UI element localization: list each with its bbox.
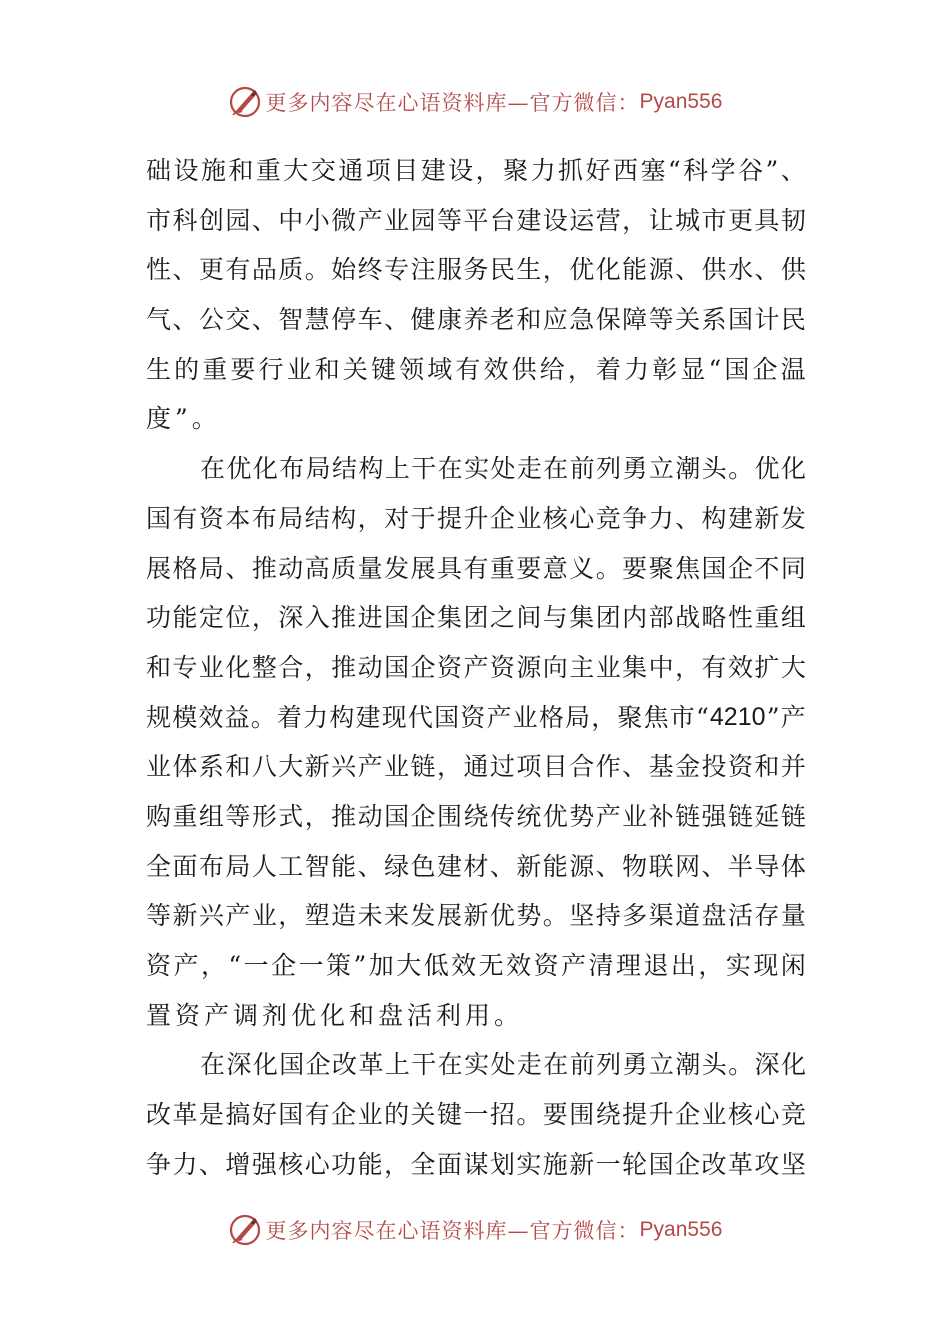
text-line: 购 重 组 等 形 式 ， 推 动 国 企 围 绕 传 统 优 势 产 业 补 链 强 链 延 链 <box>146 801 806 831</box>
text-line: 置资产调剂优化和盘活利用。 <box>146 1000 524 1030</box>
text-line: 在 优 化 布 局 结 构 上 干 在 实 处 走 在 前 列 勇 立 潮 头 。 优 化 <box>200 454 806 484</box>
document-body <box>146 146 806 1189</box>
text-line: 在 深 化 国 企 改 革 上 干 在 实 处 走 在 前 列 勇 立 潮 头 。 深 化 <box>200 1050 806 1080</box>
banner-text: 更多内容尽在心语资料库—官方微信： <box>265 91 640 115</box>
footer-banner <box>0 1208 950 1252</box>
text-line: 展 格 局 、 推 动 高 质 量 发 展 具 有 重 要 意 义 。 要 聚 焦 国 企 不 同 <box>146 553 806 583</box>
text-line: 全 面 布 局 人 工 智 能 、 绿 色 建 材 、 新 能 源 、 物 联 网 、 半 导 体 <box>146 851 806 881</box>
banner-wechat-id: Pyan556 <box>639 90 723 113</box>
banner-text: 更多内容尽在心语资料库—官方微信： <box>265 1219 640 1243</box>
text-line: 国 有 资 本 布 局 结 构 ， 对 于 提 升 企 业 核 心 竞 争 力 、 构 建 新 发 <box>146 503 806 533</box>
text-line: 性 、 更 有 品 质 。 始 终 专 注 服 务 民 生 ， 优 化 能 源 、 供 水 、 供 <box>146 255 806 285</box>
text-line: 市 科 创 园 、 中 小 微 产 业 园 等 平 台 建 设 运 营 ， 让 城 市 更 具 韧 <box>146 205 806 235</box>
text-line: 功 能 定 位 ， 深 入 推 进 国 企 集 团 之 间 与 集 团 内 部 战 略 性 重 组 <box>146 603 806 633</box>
text-line: 改 革 是 搞 好 国 有 企 业 的 关 键 一 招 。 要 围 绕 提 升 企 业 核 心 竞 <box>146 1100 806 1130</box>
text-line: 业 体 系 和 八 大 新 兴 产 业 链 ， 通 过 项 目 合 作 、 基 金 投 资 和 并 <box>146 752 806 782</box>
text-line: 和 专 业 化 整 合 ， 推 动 国 企 资 产 资 源 向 主 业 集 中 ， 有 效 扩 大 <box>146 652 806 682</box>
text-line: 规 模 效 益 。 着 力 构 建 现 代 国 资 产 业 格 局 ， 聚 焦 市 “ 4210 ” 产 <box>146 702 806 732</box>
text-line: 生 的 重 要 行 业 和 关 键 领 域 有 效 供 给 ， 着 力 彰 显 “ 国 企 温 <box>146 354 806 384</box>
text-line: 气 、 公 交 、 智 慧 停 车 、 健 康 养 老 和 应 急 保 障 等 关 系 国 计 民 <box>146 305 806 335</box>
text-line: 度”。 <box>146 404 221 434</box>
text-line: 资 产 ， “ 一 企 一 策 ” 加 大 低 效 无 效 资 产 清 理 退 出 ， 实 现 闲 <box>146 951 806 980</box>
pen-logo-icon <box>228 1213 262 1247</box>
text-line: 等 新 兴 产 业 ， 塑 造 未 来 发 展 新 优 势 。 坚 持 多 渠 道 盘 活 存 量 <box>146 901 806 931</box>
banner-wechat-id: Pyan556 <box>639 1218 723 1241</box>
text-line: 础 设 施 和 重 大 交 通 项 目 建 设 ， 聚 力 抓 好 西 塞 “ 科 学 谷 ” 、 <box>146 156 806 185</box>
header-banner <box>0 80 950 124</box>
pen-logo-icon <box>228 85 262 119</box>
text-line: 争 力 、 增 强 核 心 功 能 ， 全 面 谋 划 实 施 新 一 轮 国 企 改 革 攻 坚 <box>146 1149 806 1179</box>
